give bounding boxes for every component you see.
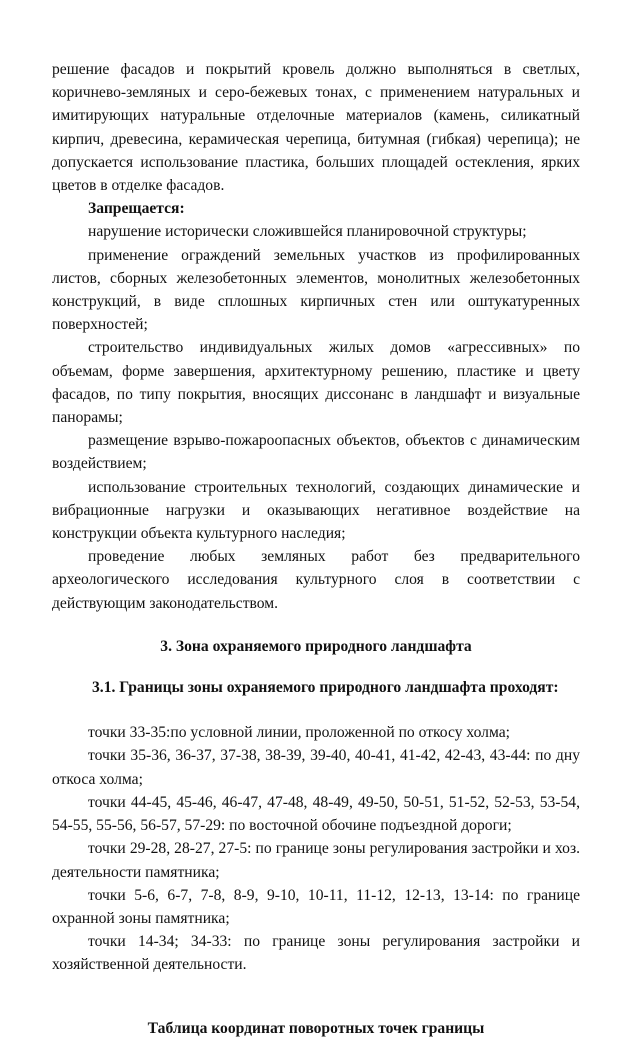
prohibited-item: применение ограждений земельных участков из профилированных листов, сборных железобетонных элементов, монолитных железобетонных конструкций, в виде сплошных кирпичных стен или оштукатуренных поверхностей; — [52, 246, 580, 334]
prohibited-item: размещение взрыво-пожароопасных объектов, объектов с динамическим воздействием; — [52, 432, 580, 473]
prohibited-list — [52, 220, 580, 614]
boundary-item: точки 29-28, 28-27, 27-5: по границе зоны регулирования застройки и хоз. деятельности памятника; — [52, 840, 580, 881]
boundary-item: точки 14-34; 34-33: по границе зоны регулирования застройки и хозяйственной деятельности. — [52, 933, 580, 974]
boundary-item: точки 35-36, 36-37, 37-38, 38-39, 39-40, 40-41, 41-42, 42-43, 43-44: по дну откоса холма; — [52, 747, 580, 788]
boundary-item: точки 33-35:по условной линии, проложенной по откосу холма; — [88, 724, 510, 742]
boundary-list — [52, 721, 580, 976]
prohibited-item: нарушение исторически сложившейся планировочной структуры; — [88, 223, 527, 241]
prohibited-item: строительство индивидуальных жилых домов «агрессивных» по объемам, форме завершения, архитектурному решению, пластике и цвету фасадов, по типу покрытия, вносящих диссонанс в ландшафт и визуальные панорамы; — [52, 339, 580, 427]
boundary-item: точки 5-6, 6-7, 7-8, 8-9, 9-10, 10-11, 11-12, 12-13, 13-14: по границе охранной зоны памятника; — [52, 886, 580, 927]
prohibited-item: проведение любых земляных работ без предварительного археологического исследования культурного слоя в соответствии с действующим законодательством. — [52, 548, 580, 612]
table-heading: Таблица координат поворотных точек границы — [147, 1019, 485, 1037]
boundary-item: точки 44-45, 45-46, 46-47, 47-48, 48-49, 49-50, 50-51, 51-52, 52-53, 53-54, 54-55, 55-56, 56-57, 57-29: по восточной обочине подъездной дороги; — [52, 793, 580, 835]
document-page — [52, 58, 580, 1040]
intro-paragraph: решение фасадов и покрытий кровель должно выполняться в светлых, коричнево-земляных и серо-бежевых тонах, с применением натуральных и имитирующих натуральные отделочные материалов (камень, силикатный кирпич, древесина, керамическая черепица, битумная (гибкая) черепица); не допускается использование пластика, больших площадей остекления, ярких цветов в отделке фасадов. — [52, 61, 580, 195]
prohibited-heading: Запрещается: — [88, 200, 185, 218]
section-heading: 3. Зона охраняемого природного ландшафта — [160, 637, 472, 655]
subsection-heading: 3.1. Границы зоны охраняемого природного ландшафта проходят: — [92, 679, 559, 697]
prohibited-item: использование строительных технологий, создающих динамические и вибрационные нагрузки и оказывающих негативное воздействие на конструкции объекта культурного наследия; — [52, 478, 580, 543]
